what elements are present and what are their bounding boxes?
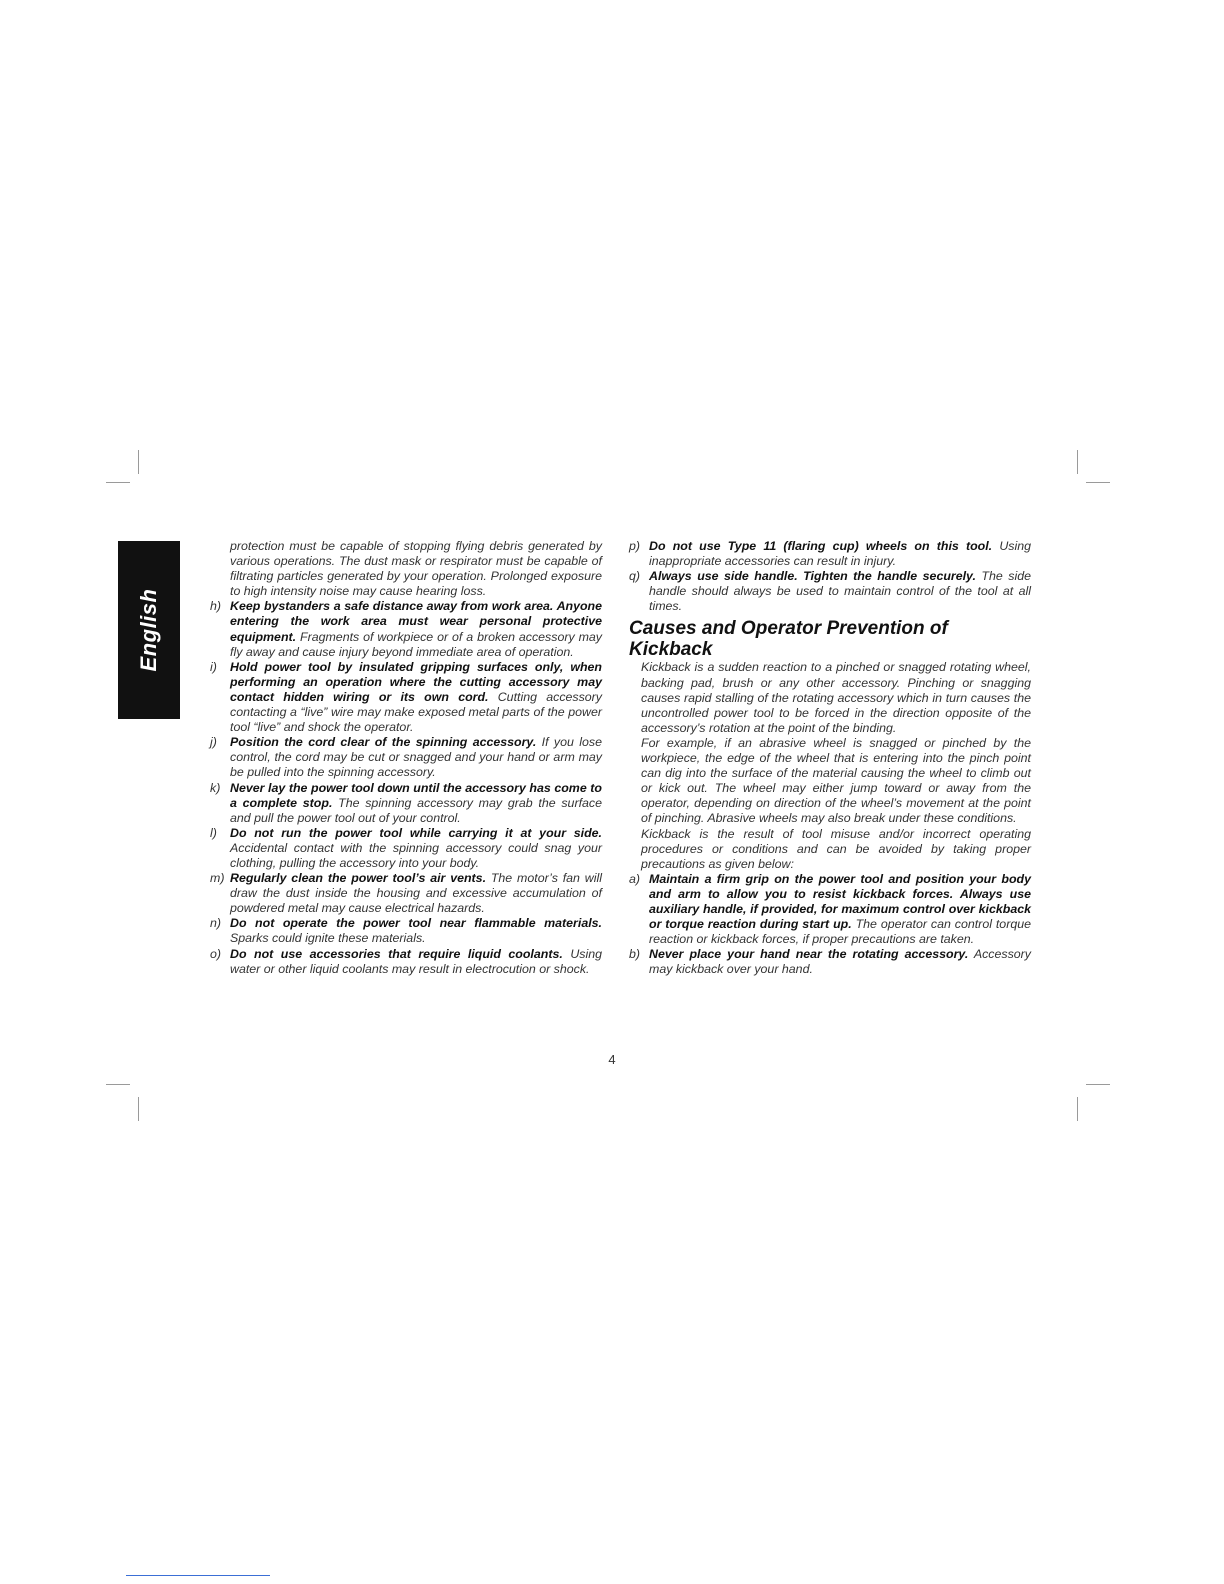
crop-mark	[1086, 482, 1110, 483]
list-item: l) Do not run the power tool while carrying it at your side. Accidental contact with the spinning accessory could snag your clothing, pulling the accessory into your body.	[210, 825, 602, 870]
crop-mark	[106, 482, 130, 483]
crop-mark	[1077, 450, 1078, 474]
section-heading: Causes and Operator Prevention of Kickback	[629, 618, 948, 661]
body-paragraph: Kickback is a sudden reaction to a pinched or snagged rotating wheel, backing pad, brush or any other accessory. Pinching or snagging causes rapid stalling of the rotating accessory which in turn causes the uncontrolled power tool to be forced in the direction opposite of the accessory’s rotation at the point of the binding.	[641, 660, 1031, 735]
footer-underline	[126, 1575, 270, 1576]
right-column	[629, 539, 1031, 977]
crop-mark	[138, 450, 139, 474]
intro-paragraph: protection must be capable of stopping flying debris generated by various operations. The dust mask or respirator must be capable of filtrating particles generated by your operation. Prolonged exposure to high intensity noise may cause hearing loss.	[230, 539, 602, 599]
crop-mark	[1086, 1084, 1110, 1085]
list-item: b) Never place your hand near the rotating accessory. Accessory may kickback over your hand.	[629, 947, 1031, 977]
list-item: p) Do not use Type 11 (flaring cup) wheels on this tool. Using inappropriate accessories can result in injury.	[629, 539, 1031, 569]
crop-mark	[106, 1084, 130, 1085]
list-item: m) Regularly clean the power tool’s air vents. The motor’s fan will draw the dust inside the housing and excessive accumulation of powdered metal may cause electrical hazards.	[210, 871, 602, 916]
list-item: n) Do not operate the power tool near flammable materials. Sparks could ignite these materials.	[210, 916, 602, 946]
list-item: i) Hold power tool by insulated gripping surfaces only, when performing an operation where the cutting accessory may contact hidden wiring or its own cord. Cutting accessory contacting a “live” wire may make exposed metal parts of the power tool “live” and shock the operator.	[210, 659, 603, 735]
list-item: q) Always use side handle. Tighten the handle securely. The side handle should always be used to maintain control of the tool at all times.	[629, 569, 1031, 614]
list-item: a) Maintain a firm grip on the power tool and position your body and arm to allow you to resist kickback forces. Always use auxiliary handle, if provided, for maximum control over kickback or torque reaction during start up. The operator can control torque reaction or kickback forces, if proper precautions are taken.	[629, 871, 1031, 947]
crop-mark	[1077, 1097, 1078, 1121]
body-paragraph: For example, if an abrasive wheel is snagged or pinched by the workpiece, the edge of the wheel that is entering into the pinch point can dig into the surface of the material causing the wheel to climb out or kick out. The wheel may either jump toward or away from the operator, depending on direction of the wheel’s movement at the point of pinching. Abrasive wheels may also break under these conditions.	[641, 735, 1031, 826]
language-tab	[118, 541, 180, 719]
body-paragraph: Kickback is the result of tool misuse and/or incorrect operating procedures or conditions and can be avoided by taking proper precautions as given below:	[641, 826, 1031, 871]
list-item: j) Position the cord clear of the spinning accessory. If you lose control, the cord may be cut or snagged and your hand or arm may be pulled into the spinning accessory.	[210, 735, 602, 780]
language-tab-label: English	[136, 588, 161, 672]
crop-mark	[138, 1097, 139, 1121]
left-column	[210, 539, 602, 977]
list-item: o) Do not use accessories that require liquid coolants. Using water or other liquid coolants may result in electrocution or shock.	[210, 946, 602, 976]
list-item: k) Never lay the power tool down until the accessory has come to a complete stop. The spinning accessory may grab the surface and pull the power tool out of your control.	[210, 780, 602, 825]
page-number: 4	[608, 1052, 616, 1067]
list-item: h) Keep bystanders a safe distance away from work area. Anyone entering the work area must wear personal protective equipment. Fragments of workpiece or of a broken accessory may fly away and cause injury beyond immediate area of operation.	[210, 599, 602, 659]
